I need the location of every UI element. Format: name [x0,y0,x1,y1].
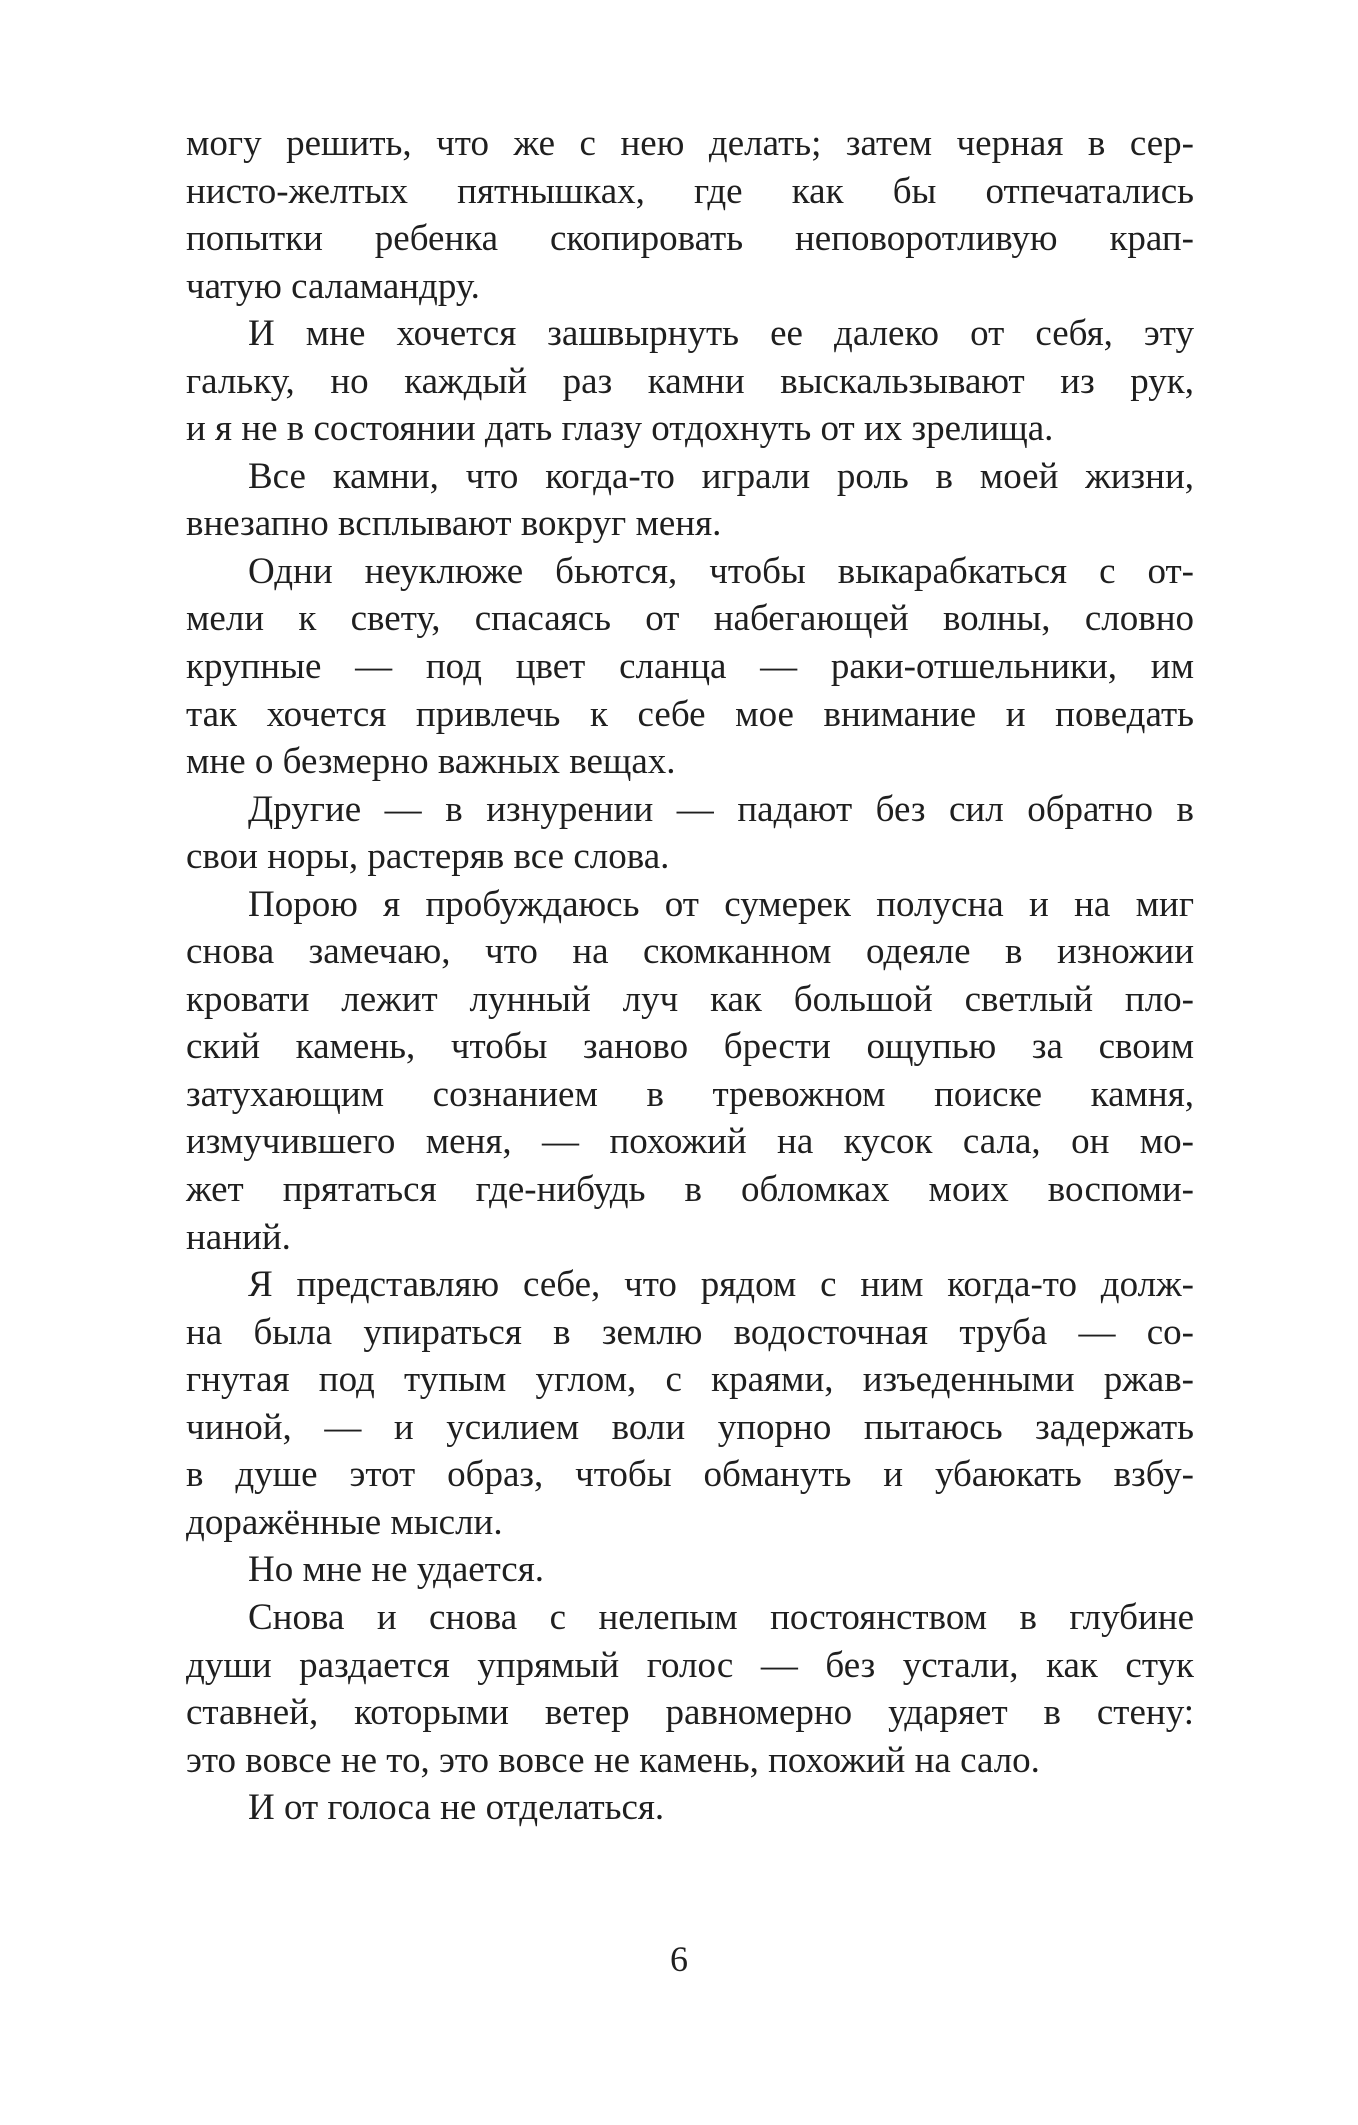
text-line: гнутая под тупым углом, с краями, изъеденными ржав- [186,1359,1194,1401]
text-line: кровати лежит лунный луч как большой светлый пло- [186,978,1194,1020]
text-line: чиной, — и усилием воли упорно пытаюсь задержать [186,1406,1194,1448]
text-line: Порою я пробуждаюсь от сумерек полусна и на миг [248,883,1194,925]
text-line: могу решить, что же с нею делать; затем черная в сер- [186,123,1194,164]
text-line: нисто-желтых пятнышках, где как бы отпечатались [186,170,1194,212]
text-line: так хочется привлечь к себе мое внимание и поведать [186,693,1194,735]
text-line: ставней, которыми ветер равномерно ударяет в стену: [186,1692,1194,1734]
text-line: крупные — под цвет сланца — раки-отшельники, им [186,646,1194,688]
text-line: Но мне не удается. [248,1549,544,1591]
text-line: на была упираться в землю водосточная труба — со- [186,1311,1194,1353]
text-line: жет прятаться где-нибудь в обломках моих воспоми- [186,1169,1194,1211]
text-line: доражённые мысли. [186,1501,503,1543]
text-line: И мне хочется зашвырнуть ее далеко от себя, эту [248,313,1194,355]
text-line: внезапно всплывают вокруг меня. [186,503,722,545]
text-line: снова замечаю, что на скомканном одеяле в изножии [186,931,1194,973]
text-line: это вовсе не то, это вовсе не камень, похожий на сало. [186,1739,1040,1781]
text-line: Одни неуклюже бьются, чтобы выкарабкаться с от- [248,550,1194,592]
body-text [186,120,1194,1832]
text-line: и я не в состоянии дать глазу отдохнуть от их зрелища. [186,408,1054,450]
text-line: чатую саламандру. [186,265,480,307]
text-line: ский камень, чтобы заново брести ощупью за своим [186,1026,1194,1068]
text-line: измучившего меня, — похожий на кусок сала, он мо- [186,1121,1194,1163]
page-number: 6 [670,1939,688,1979]
text-line: Все камни, что когда-то играли роль в моей жизни, [248,455,1194,497]
text-line: Снова и снова с нелепым постоянством в глубине [248,1596,1194,1638]
text-line: затухающим сознанием в тревожном поиске камня, [186,1073,1194,1115]
text-line: души раздается упрямый голос — без устали, как стук [186,1644,1194,1686]
text-line: гальку, но каждый раз камни выскальзывают из рук, [186,360,1194,402]
text-line: в душе этот образ, чтобы обмануть и убаюкать взбу- [186,1454,1194,1496]
text-line: мели к свету, спасаясь от набегающей волны, словно [186,598,1194,640]
text-line: И от голоса не отделаться. [248,1787,665,1829]
text-line: Другие — в изнурении — падают без сил обратно в [248,788,1194,830]
text-line: Я представляю себе, что рядом с ним когда-то долж- [248,1264,1194,1306]
text-line: свои норы, растеряв все слова. [186,836,670,878]
text-line: мне о безмерно важных вещах. [186,741,676,783]
text-line: попытки ребенка скопировать неповоротливую крап- [186,218,1194,260]
text-line: наний. [186,1216,291,1258]
